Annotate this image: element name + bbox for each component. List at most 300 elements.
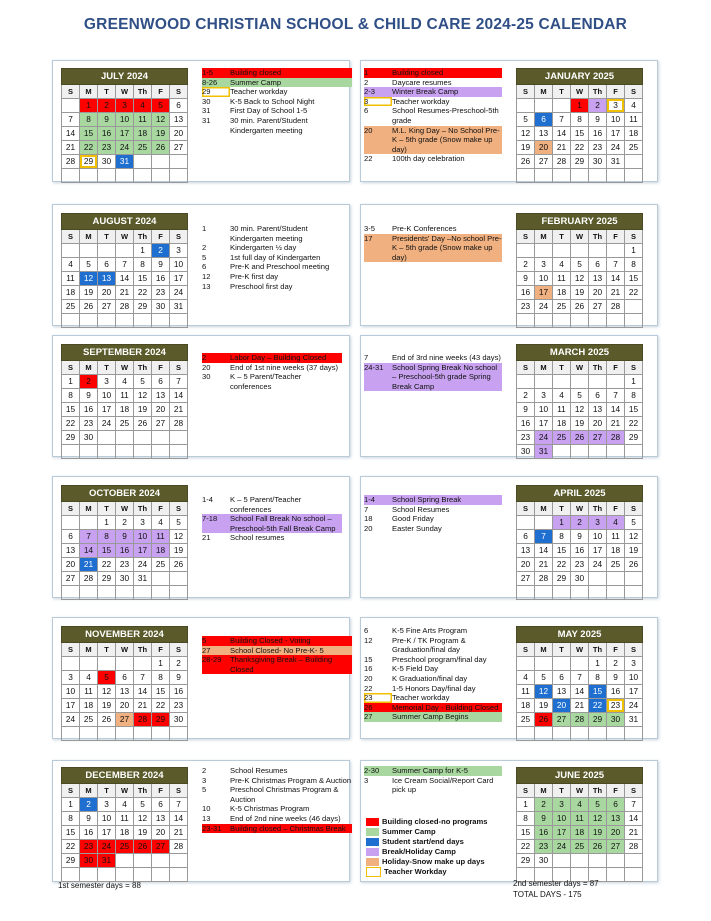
events-july [202, 68, 352, 135]
day-cell: 23 [589, 141, 607, 155]
day-cell: 10 [625, 671, 643, 685]
empty-cell [98, 244, 116, 258]
month-title: DECEMBER 2024 [62, 768, 188, 784]
event-date: 27 [364, 712, 373, 722]
day-cell: 23 [535, 840, 553, 854]
day-cell: 28 [116, 300, 134, 314]
events-october [202, 495, 342, 543]
day-cell: 2 [517, 258, 535, 272]
day-cell: 14 [62, 127, 80, 141]
empty-cell [62, 586, 80, 600]
day-cell: 24 [589, 558, 607, 572]
empty-cell [553, 99, 571, 113]
event-text: Teacher workday [392, 693, 450, 703]
weekday-header: W [116, 361, 134, 375]
day-cell: 28 [625, 840, 643, 854]
calendar-october [61, 485, 188, 600]
weekday-header: W [116, 643, 134, 657]
day-cell: 12 [517, 127, 535, 141]
empty-cell [98, 431, 116, 445]
day-cell: 1 [80, 99, 98, 113]
day-cell: 18 [116, 826, 134, 840]
day-cell: 2 [80, 375, 98, 389]
event-date: 2 [202, 766, 207, 775]
day-cell: 16 [535, 826, 553, 840]
events-september [202, 353, 342, 391]
weekday-header: S [170, 361, 188, 375]
event-row [202, 97, 352, 107]
legend-label: Building closed-no programs [382, 817, 488, 826]
month-title: JUNE 2025 [517, 768, 643, 784]
day-cell: 12 [589, 812, 607, 826]
day-cell: 29 [589, 713, 607, 727]
empty-cell [170, 445, 188, 459]
day-cell: 27 [116, 713, 134, 727]
day-cell: 22 [134, 286, 152, 300]
day-cell: 31 [116, 155, 134, 169]
day-cell: 29 [152, 713, 170, 727]
day-cell: 3 [625, 657, 643, 671]
event-date: 13 [202, 813, 211, 823]
empty-cell [98, 727, 116, 741]
events-february [364, 224, 502, 262]
empty-cell [625, 314, 643, 328]
event-date: 26 [364, 702, 373, 712]
event-row [202, 814, 352, 824]
event-row [364, 703, 502, 713]
weekday-header: W [571, 85, 589, 99]
day-cell: 30 [571, 572, 589, 586]
event-text: M.L. King Day – No School Pre-K – 5th grade (Snow make up day) [392, 125, 500, 154]
event-row [364, 224, 502, 234]
weekday-header: W [116, 502, 134, 516]
empty-cell [625, 169, 643, 183]
weekday-header: M [80, 361, 98, 375]
event-row [202, 766, 352, 776]
day-cell: 3 [134, 516, 152, 530]
month-title: APRIL 2025 [517, 486, 643, 502]
day-cell: 7 [170, 375, 188, 389]
day-cell: 30 [535, 854, 553, 868]
event-row [202, 495, 342, 514]
event-row [364, 655, 502, 665]
day-cell: 30 [170, 713, 188, 727]
event-row [364, 505, 502, 515]
day-cell: 6 [152, 375, 170, 389]
day-cell: 24 [116, 141, 134, 155]
event-text: Teacher workday [230, 87, 288, 97]
empty-cell [553, 375, 571, 389]
day-cell: 9 [535, 812, 553, 826]
event-date: 20 [364, 673, 373, 683]
empty-cell [607, 854, 625, 868]
empty-cell [80, 244, 98, 258]
weekday-header: S [62, 230, 80, 244]
month-title: FEBRUARY 2025 [517, 214, 643, 230]
event-text: 30 min. Parent/Student Kindergarten meeting [230, 224, 308, 243]
day-cell: 23 [607, 699, 625, 713]
weekday-header: F [607, 85, 625, 99]
event-text: Pre-K and Preschool meeting [230, 262, 330, 272]
empty-cell [607, 868, 625, 882]
weekday-header: S [517, 784, 535, 798]
legend-item [366, 837, 487, 847]
day-cell: 24 [535, 431, 553, 445]
event-text: First Day of School 1-5 [230, 106, 308, 116]
day-cell: 20 [62, 558, 80, 572]
empty-cell [62, 244, 80, 258]
weekday-header: S [625, 85, 643, 99]
empty-cell [535, 375, 553, 389]
empty-cell [62, 169, 80, 183]
day-cell: 29 [80, 155, 98, 169]
empty-cell [535, 99, 553, 113]
empty-cell [553, 586, 571, 600]
day-cell: 28 [170, 417, 188, 431]
day-cell: 17 [535, 286, 553, 300]
event-text: 100th day celebration [392, 154, 465, 164]
event-date: 24-31 [364, 362, 384, 372]
day-cell: 24 [62, 713, 80, 727]
day-cell: 22 [589, 699, 607, 713]
empty-cell [80, 868, 98, 882]
event-row [364, 514, 502, 524]
day-cell: 2 [607, 657, 625, 671]
day-cell: 5 [535, 671, 553, 685]
empty-cell [116, 586, 134, 600]
event-text: Summer Camp [230, 77, 282, 87]
day-cell: 3 [589, 516, 607, 530]
day-cell: 26 [152, 141, 170, 155]
day-cell: 15 [625, 403, 643, 417]
day-cell: 15 [589, 685, 607, 699]
day-cell: 27 [589, 300, 607, 314]
weekday-header: T [553, 784, 571, 798]
day-cell: 21 [553, 141, 571, 155]
empty-cell [152, 314, 170, 328]
day-cell: 29 [625, 431, 643, 445]
day-cell: 8 [62, 812, 80, 826]
day-cell: 11 [553, 403, 571, 417]
empty-cell [553, 169, 571, 183]
day-cell: 24 [535, 300, 553, 314]
day-cell: 30 [80, 431, 98, 445]
day-cell: 5 [152, 99, 170, 113]
weekday-header: W [571, 361, 589, 375]
empty-cell [152, 445, 170, 459]
event-date: 23 [364, 693, 392, 703]
day-cell: 7 [116, 258, 134, 272]
event-row [364, 766, 502, 776]
day-cell: 8 [80, 113, 98, 127]
weekday-header: S [62, 361, 80, 375]
event-row [364, 693, 502, 703]
event-text: Teacher workday [392, 96, 450, 106]
day-cell: 1 [517, 798, 535, 812]
day-cell: 18 [80, 699, 98, 713]
day-cell: 5 [571, 389, 589, 403]
empty-cell [589, 169, 607, 183]
day-cell: 25 [80, 713, 98, 727]
empty-cell [535, 586, 553, 600]
empty-cell [98, 169, 116, 183]
event-date: 6 [364, 106, 369, 116]
day-cell: 7 [625, 798, 643, 812]
empty-cell [535, 727, 553, 741]
event-row [202, 514, 342, 533]
empty-cell [98, 586, 116, 600]
day-cell: 18 [134, 127, 152, 141]
event-date: 13 [202, 281, 211, 291]
day-cell: 7 [134, 671, 152, 685]
day-cell: 19 [98, 699, 116, 713]
calendar-november [61, 626, 188, 741]
event-date: 16 [364, 664, 373, 674]
day-cell: 12 [170, 530, 188, 544]
weekday-header: F [152, 784, 170, 798]
day-cell: 4 [553, 258, 571, 272]
weekday-header: M [80, 230, 98, 244]
legend-swatch [366, 858, 379, 866]
event-row [202, 785, 352, 804]
weekday-header: Th [134, 643, 152, 657]
event-text: Good Friday [392, 514, 434, 524]
event-row [364, 363, 502, 392]
day-cell: 14 [625, 812, 643, 826]
day-cell: 6 [98, 258, 116, 272]
day-cell: 14 [80, 544, 98, 558]
weekday-header: Th [134, 502, 152, 516]
day-cell: 16 [517, 417, 535, 431]
day-cell: 21 [571, 699, 589, 713]
day-cell: 22 [517, 840, 535, 854]
day-cell: 23 [80, 417, 98, 431]
day-cell: 11 [116, 812, 134, 826]
day-cell: 17 [98, 826, 116, 840]
day-cell: 14 [607, 403, 625, 417]
day-cell: 17 [62, 699, 80, 713]
day-cell: 10 [134, 530, 152, 544]
event-date: 27 [202, 645, 211, 655]
event-text: 1-5 Honors Day/final day [392, 683, 476, 693]
day-cell: 4 [571, 798, 589, 812]
day-cell: 7 [80, 530, 98, 544]
day-cell: 11 [134, 113, 152, 127]
day-cell: 6 [62, 530, 80, 544]
day-cell: 3 [553, 798, 571, 812]
day-cell: 28 [134, 713, 152, 727]
day-cell: 28 [607, 431, 625, 445]
event-date: 20 [364, 523, 373, 533]
event-text: K-5 Fine Arts Program [392, 626, 468, 635]
event-text: School Spring Break [392, 495, 462, 504]
empty-cell [589, 375, 607, 389]
day-cell: 13 [170, 113, 188, 127]
day-cell: 25 [152, 558, 170, 572]
day-cell: 3 [170, 244, 188, 258]
empty-cell [170, 586, 188, 600]
weekday-header: M [80, 85, 98, 99]
event-text: End of 3rd nine weeks (43 days) [392, 353, 501, 362]
day-cell: 4 [152, 516, 170, 530]
empty-cell [152, 854, 170, 868]
day-cell: 17 [535, 417, 553, 431]
event-row [364, 776, 502, 795]
day-cell: 20 [152, 826, 170, 840]
weekday-header: S [170, 643, 188, 657]
legend-label: Teacher Workday [384, 867, 447, 876]
day-cell: 26 [571, 300, 589, 314]
event-date: 20 [202, 362, 211, 372]
event-text: School Closed- No Pre-K- 5 [230, 645, 324, 655]
day-cell: 10 [535, 403, 553, 417]
event-text: Easter Sunday [392, 523, 442, 533]
day-cell: 2 [535, 798, 553, 812]
empty-cell [134, 868, 152, 882]
day-cell: 23 [80, 840, 98, 854]
empty-cell [589, 244, 607, 258]
weekday-header: S [517, 230, 535, 244]
weekday-header: S [62, 85, 80, 99]
legend-item [366, 867, 487, 877]
day-cell: 25 [553, 431, 571, 445]
empty-cell [571, 314, 589, 328]
event-date: 30 [202, 96, 211, 106]
month-title: AUGUST 2024 [62, 214, 188, 230]
event-date: 1-5 [202, 68, 213, 77]
event-row [364, 636, 502, 655]
day-cell: 24 [607, 141, 625, 155]
event-date: 1-4 [364, 495, 375, 504]
day-cell: 1 [625, 244, 643, 258]
event-text: Pre-K Christmas Program & Auction [230, 775, 352, 785]
weekday-header: S [517, 643, 535, 657]
event-date: 30 [202, 372, 211, 382]
event-date: 7 [364, 504, 369, 514]
weekday-header: W [116, 784, 134, 798]
event-row [202, 224, 352, 243]
empty-cell [571, 445, 589, 459]
empty-cell [517, 99, 535, 113]
day-cell: 26 [517, 155, 535, 169]
event-date: 12 [202, 271, 211, 281]
day-cell: 19 [571, 417, 589, 431]
event-date: 1 [364, 68, 369, 77]
event-row [202, 78, 352, 88]
empty-cell [625, 572, 643, 586]
day-cell: 22 [625, 286, 643, 300]
empty-cell [625, 586, 643, 600]
day-cell: 21 [625, 826, 643, 840]
event-row [202, 116, 352, 135]
day-cell: 7 [607, 258, 625, 272]
day-cell: 9 [170, 671, 188, 685]
day-cell: 11 [607, 530, 625, 544]
day-cell: 13 [607, 812, 625, 826]
weekday-header: T [98, 85, 116, 99]
day-cell: 15 [62, 826, 80, 840]
empty-cell [589, 445, 607, 459]
weekday-header: T [553, 230, 571, 244]
day-cell: 19 [80, 286, 98, 300]
day-cell: 1 [98, 516, 116, 530]
weekday-header: S [170, 784, 188, 798]
event-text: 30 min. Parent/Student Kindergarten meeting [230, 115, 308, 135]
calendar-august [61, 213, 188, 328]
weekday-header: S [517, 361, 535, 375]
weekday-header: T [98, 502, 116, 516]
weekday-header: T [553, 85, 571, 99]
day-cell: 11 [625, 113, 643, 127]
empty-cell [80, 314, 98, 328]
legend-swatch [366, 818, 379, 826]
weekday-header: T [553, 361, 571, 375]
event-text: K – 5 Parent/Teacher conferences [230, 495, 302, 514]
empty-cell [80, 586, 98, 600]
events-december [202, 766, 352, 833]
events-june [364, 766, 502, 795]
day-cell: 27 [98, 300, 116, 314]
day-cell: 16 [116, 544, 134, 558]
day-cell: 30 [152, 300, 170, 314]
empty-cell [152, 155, 170, 169]
day-cell: 4 [553, 389, 571, 403]
event-text: K-5 Christmas Program [230, 804, 310, 814]
legend-item [366, 847, 487, 857]
weekday-header: S [62, 502, 80, 516]
event-date: 5 [202, 636, 207, 645]
empty-cell [571, 375, 589, 389]
day-cell: 28 [607, 300, 625, 314]
day-cell: 24 [98, 840, 116, 854]
day-cell: 7 [607, 389, 625, 403]
day-cell: 27 [170, 141, 188, 155]
empty-cell [152, 868, 170, 882]
calendar-december [61, 767, 188, 882]
weekday-header: S [62, 784, 80, 798]
weekday-header: W [571, 502, 589, 516]
day-cell: 25 [517, 713, 535, 727]
day-cell: 2 [170, 657, 188, 671]
empty-cell [116, 314, 134, 328]
empty-cell [625, 155, 643, 169]
day-cell: 6 [116, 671, 134, 685]
day-cell: 26 [625, 558, 643, 572]
event-row [364, 154, 502, 164]
event-date: 2 [202, 243, 207, 253]
event-text: School Fall Break No school – Preschool-5th Fall Break Camp [230, 514, 336, 533]
day-cell: 18 [152, 544, 170, 558]
day-cell: 9 [517, 403, 535, 417]
legend-swatch [366, 828, 379, 836]
empty-cell [625, 868, 643, 882]
event-date: 3 [364, 97, 392, 107]
day-cell: 8 [553, 530, 571, 544]
day-cell: 3 [98, 375, 116, 389]
event-text: School resumes [230, 533, 285, 543]
empty-cell [134, 431, 152, 445]
empty-cell [553, 244, 571, 258]
empty-cell [517, 169, 535, 183]
event-text: School Resumes [230, 766, 288, 775]
day-cell: 13 [535, 127, 553, 141]
day-cell: 1 [152, 657, 170, 671]
day-cell: 12 [134, 812, 152, 826]
day-cell: 7 [62, 113, 80, 127]
day-cell: 28 [571, 713, 589, 727]
weekday-header: F [152, 361, 170, 375]
event-text: K Graduation/final day [392, 673, 468, 683]
